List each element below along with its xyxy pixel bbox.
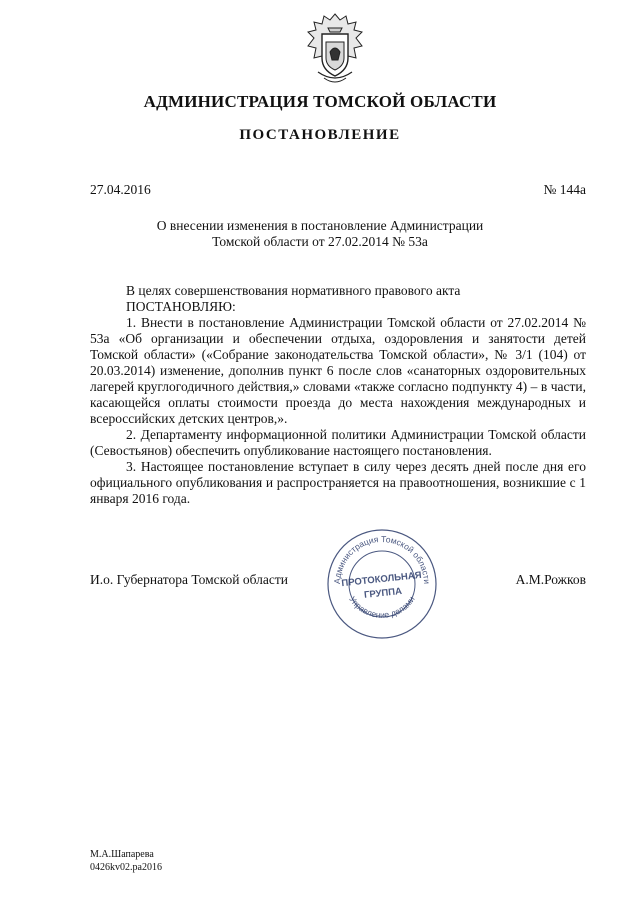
body-item-2: 2. Департаменту информационной политики Администрации Томской области (Севостьянов) обеспечить опубликование настоящего постановления. (90, 427, 586, 458)
body-item-1: 1. Внести в постановление Администрации Томской области от 27.02.2014 № 53а «Об организации и обеспечении отдыха, оздоровления и занятости детей Томской области» («Собрание законодательства Томской области», № 3/1 (104) от 20.03.2014) изменение, дополнив пункт 6 после слов «санаторных оздоровительных лагерей круглогодичного действия,» словами «также согласно подпункту 4) – в части, касающейся оплаты стоимости проезда до места нахождения международных и всероссийских детских центров,». (90, 315, 586, 426)
document-body (90, 283, 586, 507)
document-subject (0, 218, 640, 250)
body-item-3: 3. Настоящее постановление вступает в силу через десять дней после дня его официального опубликования и распространяется на правоотношения, возникшие с 1 января 2016 года. (90, 459, 586, 506)
organization-title: АДМИНИСТРАЦИЯ ТОМСКОЙ ОБЛАСТИ (143, 92, 497, 111)
subject-line-2: Томской области от 27.02.2014 № 53а (212, 234, 428, 249)
subject-line-1: О внесении изменения в постановление Администрации (156, 218, 484, 233)
document-footer (90, 848, 162, 874)
footer-author: М.А.Шапарева (90, 849, 154, 860)
document-type-title: ПОСТАНОВЛЕНИЕ (239, 127, 401, 143)
stamp-center-line-1: ПРОТОКОЛЬНАЯ (340, 569, 423, 590)
footer-file-code: 0426kv02.ра2016 (90, 862, 162, 873)
stamp-ring-text: Администрация Томской области (331, 533, 433, 585)
signature-name: А.М.Рожков (515, 572, 586, 587)
body-preamble: В целях совершенствования нормативного правового акта (126, 283, 461, 298)
signature-position: И.о. Губернатора Томской области (90, 572, 288, 587)
coat-of-arms-icon (304, 12, 366, 88)
body-decree: ПОСТАНОВЛЯЮ: (126, 299, 236, 314)
stamp-center-line-2: ГРУППА (363, 585, 403, 601)
document-date: 27.04.2016 (90, 182, 151, 197)
stamp-ring-bottom: Управление делами (347, 594, 417, 620)
document-number: № 144а (543, 182, 586, 197)
official-stamp (326, 528, 438, 640)
